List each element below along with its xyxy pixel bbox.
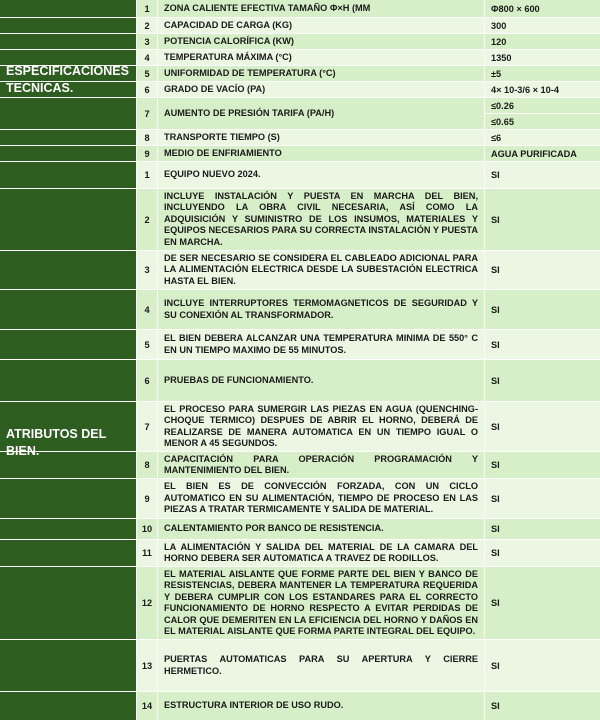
row-label: TEMPERATURA MÁXIMA (°C) xyxy=(157,50,484,65)
attr-row xyxy=(0,692,600,721)
row-value: SI xyxy=(484,519,600,539)
row-number: 2 xyxy=(136,18,157,33)
row-number: 7 xyxy=(136,98,157,129)
spec-row xyxy=(0,130,600,146)
row-label: EL BIEN ES DE CONVECCIÓN FORZADA, CON UN CICLO AUTOMATICO EN SU ALIMENTACIÓN, TIEMPO DE PROCESO EN LAS PIEZAS A TRATAR TERMICAMENTE Y SALIDA DE MATERIAL. xyxy=(157,479,484,518)
section-label-attributes: ATRIBUTOS DEL BIEN. xyxy=(6,427,107,458)
row-label: MEDIO DE ENFRIAMIENTO xyxy=(157,146,484,161)
row-number: 3 xyxy=(136,34,157,49)
row-number: 8 xyxy=(136,130,157,145)
row-label: INCLUYE INTERRUPTORES TERMOMAGNETICOS DE SEGURIDAD Y SU CONEXIÓN AL TRANSFORMADOR. xyxy=(157,290,484,329)
row-value: SI xyxy=(484,567,600,639)
attr-row xyxy=(0,640,600,692)
section-cell xyxy=(0,0,136,17)
attr-row xyxy=(0,479,600,519)
spec-row xyxy=(0,146,600,162)
row-value: SI xyxy=(484,692,600,720)
row-number: 13 xyxy=(136,640,157,691)
row-label: CAPACITACIÓN PARA OPERACIÓN PROGRAMACIÓN Y MANTENIMIENTO DEL BIEN. xyxy=(157,452,484,478)
row-value: ±5 xyxy=(484,66,600,81)
row-value: SI xyxy=(484,330,600,359)
row-label: EL BIEN DEBERA ALCANZAR UNA TEMPERATURA MINIMA DE 550° C EN UN TIEMPO MAXIMO DE 55 MINUTOS. xyxy=(157,330,484,359)
row-label: TRANSPORTE TIEMPO (S) xyxy=(157,130,484,145)
row-value: ≤6 xyxy=(484,130,600,145)
spec-row xyxy=(0,0,600,18)
row-number: 1 xyxy=(136,0,157,17)
attr-row xyxy=(0,567,600,640)
attr-row xyxy=(0,519,600,540)
row-number: 1 xyxy=(136,162,157,188)
row-value: SI xyxy=(484,162,600,188)
row-value: Φ800 × 600 xyxy=(484,0,600,17)
row-label: EQUIPO NUEVO 2024. xyxy=(157,162,484,188)
row-number: 10 xyxy=(136,519,157,539)
row-value: 120 xyxy=(484,34,600,49)
spec-row xyxy=(0,98,600,130)
row-number: 9 xyxy=(136,146,157,161)
row-label: EL PROCESO PARA SUMERGIR LAS PIEZAS EN AGUA (QUENCHING-CHOQUE TERMICO) DESPUES DE ABRIR EL HORNO, DEBERÁ DE REALIZARSE DE MANERA AUTOMATICA EN UN TIEMPO IGUAL O MENOR A 45 SEGUNDOS. xyxy=(157,402,484,451)
row-value: SI xyxy=(484,479,600,518)
row-value: SI xyxy=(484,189,600,250)
spec-row xyxy=(0,34,600,50)
row-number: 3 xyxy=(136,251,157,289)
row-number: 7 xyxy=(136,402,157,451)
row-value: SI xyxy=(484,540,600,566)
row-label: ESTRUCTURA INTERIOR DE USO RUDO. xyxy=(157,692,484,720)
attr-row xyxy=(0,162,600,189)
row-value: SI xyxy=(484,402,600,451)
row-label: PUERTAS AUTOMATICAS PARA SU APERTURA Y CIERRE HERMETICO. xyxy=(157,640,484,691)
row-number: 11 xyxy=(136,540,157,566)
row-value: 1350 xyxy=(484,50,600,65)
row-value: SI xyxy=(484,452,600,478)
row-number: 4 xyxy=(136,290,157,329)
attr-row xyxy=(0,330,600,360)
row-value: SI xyxy=(484,360,600,401)
spec-row xyxy=(0,18,600,34)
attr-row xyxy=(0,360,600,402)
row-label: GRADO DE VACÍO (PA) xyxy=(157,82,484,97)
row-number: 6 xyxy=(136,82,157,97)
attr-row xyxy=(0,251,600,290)
row-label: ZONA CALIENTE EFECTIVA TAMAÑO Φ×H (MM xyxy=(157,0,484,17)
row-number: 6 xyxy=(136,360,157,401)
row-label: AUMENTO DE PRESIÓN TARIFA (PA/H) xyxy=(157,98,484,129)
row-value: SI xyxy=(484,290,600,329)
row-value: AGUA PURIFICADA xyxy=(484,146,600,161)
row-label: EL MATERIAL AISLANTE QUE FORME PARTE DEL BIEN Y BANCO DE RESISTENCIAS, DEBERA MANTENER LA TEMPERATURA REQUERIDA Y DEBERA CUMPLIR CON LOS ESTANDARES PARA EL CORRECTO FUNCIONAMIENTO DE HORNO RESPECTO A EVITAR PERDIDAS DE CALOR QUE DEMERITEN EN LA EFICIENCIA DEL HORNO Y DAÑOS EN EL MATERIAL AISLANTE QUE FORMA PARTE INTEGRAL DEL EQUIPO. xyxy=(157,567,484,639)
row-label: INCLUYE INSTALACIÓN Y PUESTA EN MARCHA DEL BIEN, INCLUYENDO LA OBRA CIVIL NECESARIA, ASÍ COMO LA ADQUISICIÓN Y SUMINISTRO DE LOS INSUMOS, MATERIALES Y EQUIPOS NECESARIOS PARA SU CORRECTA INSTALACIÓN Y PUESTA EN MARCHA. xyxy=(157,189,484,250)
row-number: 5 xyxy=(136,330,157,359)
row-label: CALENTAMIENTO POR BANCO DE RESISTENCIA. xyxy=(157,519,484,539)
row-number: 2 xyxy=(136,189,157,250)
row-value: SI xyxy=(484,640,600,691)
attr-row xyxy=(0,540,600,567)
row-value: ≤0.26 ≤0.65 xyxy=(484,98,600,129)
attr-row xyxy=(0,189,600,251)
row-number: 9 xyxy=(136,479,157,518)
row-value: 4× 10-3/6 × 10-4 xyxy=(484,82,600,97)
row-number: 14 xyxy=(136,692,157,720)
row-number: 4 xyxy=(136,50,157,65)
row-number: 5 xyxy=(136,66,157,81)
row-label: DE SER NECESARIO SE CONSIDERA EL CABLEADO ADICIONAL PARA LA ALIMENTACIÓN ELECTRICA DESDE LA SUBESTACIÓN ELECTRICA HASTA EL BIEN. xyxy=(157,251,484,289)
row-value: SI xyxy=(484,251,600,289)
row-label: PRUEBAS DE FUNCIONAMIENTO. xyxy=(157,360,484,401)
row-label: LA ALIMENTACIÓN Y SALIDA DEL MATERIAL DE LA CAMARA DEL HORNO DEBERA SER AUTOMATICA A TRAVEZ DE RODILLOS. xyxy=(157,540,484,566)
row-number: 8 xyxy=(136,452,157,478)
row-label: CAPACIDAD DE CARGA (KG) xyxy=(157,18,484,33)
row-label: POTENCIA CALORÍFICA (KW) xyxy=(157,34,484,49)
row-value: 300 xyxy=(484,18,600,33)
row-number: 12 xyxy=(136,567,157,639)
attr-row xyxy=(0,290,600,330)
row-label: UNIFORMIDAD DE TEMPERATURA (°C) xyxy=(157,66,484,81)
section-label-specs: ESPECIFICACIONES TECNICAS. xyxy=(6,64,129,95)
